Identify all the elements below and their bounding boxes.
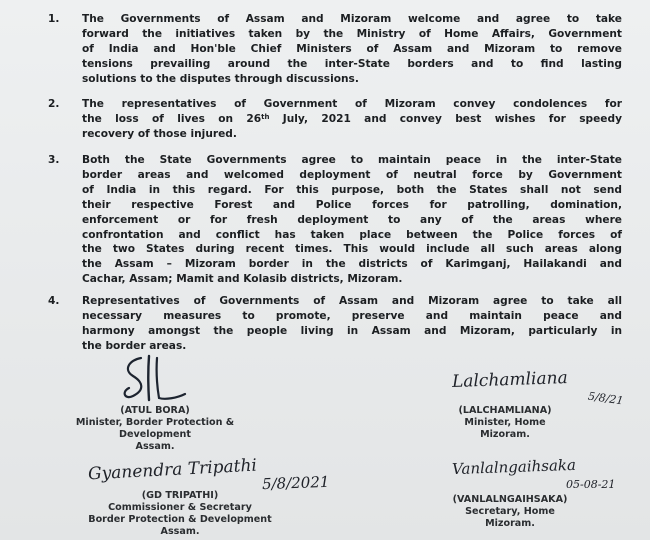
paragraph-3 bbox=[82, 153, 622, 287]
signatory-name: (ATUL BORA) bbox=[120, 405, 190, 416]
paragraph-line: enforcement or for fresh deployment to any of the areas where bbox=[82, 213, 622, 226]
paragraph-line: their respective Forest and Police forces for patrolling, domination, bbox=[82, 198, 622, 211]
paragraph-line: The Governments of Assam and Mizoram welcome and agree to take bbox=[82, 13, 622, 25]
signatory-atul-bora bbox=[40, 405, 270, 453]
paragraph-line: Cachar, Assam; Mamit and Kolasib districts, Mizoram. bbox=[82, 273, 403, 286]
paragraph-number: 3. bbox=[48, 154, 60, 166]
paragraph-line: the Assam – Mizoram border in the districts of Karimganj, Hailakandi and bbox=[82, 258, 622, 271]
paragraph-line: the border areas. bbox=[82, 339, 187, 352]
signature-lalchamliana: Lalchamliana bbox=[451, 367, 569, 393]
paragraph-number: 1. bbox=[48, 13, 60, 25]
paragraph-line: harmony amongst the people living in Assam and Mizoram, particularly in bbox=[82, 324, 622, 337]
signatory-name: (VANLALNGAIHSAKA) bbox=[452, 494, 568, 505]
paragraph-line bbox=[82, 112, 622, 127]
signatory-name: (LALCHAMLIANA) bbox=[458, 405, 552, 416]
signature-gd-tripathi: Gyanendra Tripathi bbox=[87, 455, 258, 485]
signatory-role: Mizoram. bbox=[480, 429, 530, 440]
paragraph-line: forward the initiatives taken by the Ministry of Home Affairs, Government bbox=[82, 27, 622, 40]
signatory-role: Assam. bbox=[135, 441, 175, 452]
paragraph-number: 2. bbox=[48, 98, 60, 110]
signatory-role: Minister, Home bbox=[464, 417, 546, 428]
handwritten-date: 5/8/2021 bbox=[261, 472, 330, 494]
paragraph-line: border areas and welcomed deployment of neutral force by Government bbox=[82, 168, 622, 181]
paragraph-number: 4. bbox=[48, 295, 60, 307]
paragraph-line: Representatives of Governments of Assam and Mizoram agree to take all bbox=[82, 295, 622, 307]
paragraph-line: the two States during recent times. This would include all such areas along bbox=[82, 243, 622, 256]
handwritten-date: 05-08-21 bbox=[566, 478, 616, 491]
line-part: the loss of lives on 26 bbox=[82, 112, 262, 125]
paragraph-line: The representatives of Government of Mizoram convey condolences for bbox=[82, 98, 622, 110]
paragraph-2 bbox=[82, 97, 622, 142]
line-part: July, 2021 and convey best wishes for speedy bbox=[269, 112, 622, 125]
signatory-gd-tripathi bbox=[65, 490, 295, 538]
signature-atul-bora bbox=[115, 352, 195, 406]
paragraph-line: confrontation and conflict has taken place between the Police forces of bbox=[82, 228, 622, 241]
paragraph-line: necessary measures to promote, preserve and maintain peace and bbox=[82, 309, 622, 322]
paragraph-line: tensions prevailing around the inter-State borders and to find lasting bbox=[82, 57, 622, 70]
paragraph-line: Both the State Governments agree to maintain peace in the inter-State bbox=[82, 154, 622, 166]
signatory-role: Assam. bbox=[160, 526, 200, 537]
handwritten-date: 5/8/21 bbox=[587, 389, 625, 408]
paragraph-1 bbox=[82, 12, 622, 87]
paragraph-line: recovery of those injured. bbox=[82, 127, 237, 140]
paragraph-line: of India and Hon'ble Chief Ministers of Assam and Mizoram to remove bbox=[82, 42, 622, 55]
signatory-role: Minister, Border Protection & Development bbox=[75, 417, 235, 440]
signatory-role: Commissioner & Secretary bbox=[108, 502, 252, 513]
paragraph-line: of India in this regard. For this purpose, both the States shall not send bbox=[82, 183, 622, 196]
signature-vanlalngaihsaka: Vanlalngaihsaka bbox=[451, 455, 577, 479]
signatory-vanlalngaihsaka bbox=[430, 494, 590, 530]
paragraph-4 bbox=[82, 294, 622, 354]
signatory-role: Secretary, Home bbox=[465, 506, 555, 517]
signatory-name: (GD TRIPATHI) bbox=[141, 490, 219, 501]
superscript: th bbox=[261, 112, 270, 121]
signatory-role: Mizoram. bbox=[485, 518, 535, 529]
signatory-role: Border Protection & Development bbox=[88, 514, 272, 525]
signatory-lalchamliana bbox=[430, 405, 580, 441]
paragraph-line: solutions to the disputes through discussions. bbox=[82, 72, 359, 85]
